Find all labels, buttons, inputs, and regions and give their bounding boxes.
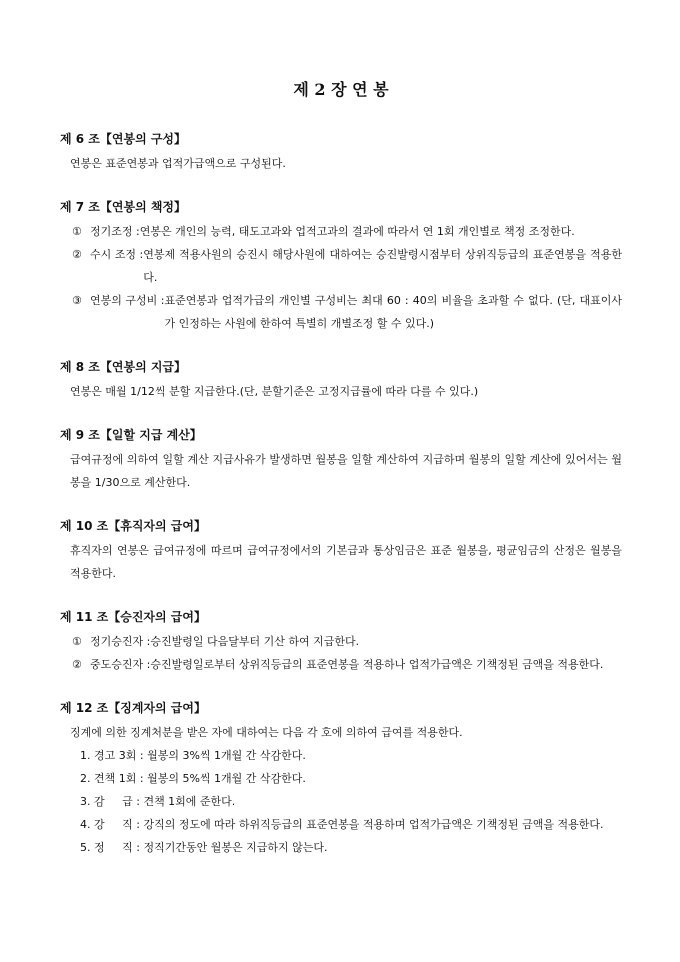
clause-number: ① (72, 635, 82, 648)
article-text: 급여규정에 의하여 일할 계산 지급사유가 발생하면 월봉을 일할 계산하여 지급하며 월봉의 일할 계산에 있어서는 월봉을 1/30으로 계산한다. (70, 453, 622, 489)
clause-text: 승진발령일로부터 상위직등급의 표준연봉을 적용하나 업적가급액은 기책정된 금액을 적용한다. (150, 658, 604, 671)
clause-item (60, 630, 622, 653)
clause-number: ① (72, 225, 82, 238)
clause-number: ③ (72, 294, 82, 307)
list-number: 4. (80, 818, 94, 831)
list-number: 1. (80, 749, 94, 762)
clause-text: 연봉은 개인의 능력, 태도고과와 업적고과의 결과에 따라서 연 1회 개인별로 책정 조정한다. (139, 225, 575, 238)
article-heading: 제 6 조【연봉의 구성】 (60, 132, 187, 146)
article-text: 휴직자의 연봉은 급여규정에 따르며 급여규정에서의 기본급과 통상임금은 표준 월봉을, 평균임금의 산정은 월봉을 적용한다. (70, 544, 622, 580)
clause-item (60, 653, 622, 676)
article-heading: 제 11 조【승진자의 급여】 (60, 610, 206, 624)
article-heading: 제 9 조【일할 지급 계산】 (60, 428, 202, 442)
article-text: 징계에 의한 징계처분을 받은 자에 대하여는 다음 각 호에 의하여 급여를 적용한다. (70, 726, 463, 739)
list-item (60, 790, 622, 813)
article-heading: 제 7 조【연봉의 책정】 (60, 200, 187, 214)
list-number: 2. (80, 772, 94, 785)
list-label: 견책 1회 : (94, 772, 148, 785)
clause-label: 정기승진자 : (90, 635, 151, 648)
article-text: 연봉은 매월 1/12씩 분할 지급한다.(단, 분할기준은 고정지급률에 따라 다를 수 있다.) (70, 385, 479, 398)
clause-text: 표준연봉과 업적가급의 개인별 구성비는 최대 60 : 40의 비율을 초과할 수 없다. (단, 대표이사가 인정하는 사원에 한하여 특별히 개별조정 할 수 있다.) (164, 294, 622, 330)
article-heading: 제 8 조【연봉의 지급】 (60, 360, 187, 374)
list-item (60, 767, 622, 790)
list-number: 5. (80, 841, 94, 854)
list-text: 월봉의 5%씩 1개월 간 삭감한다. (147, 772, 306, 785)
list-text: 강직의 정도에 따라 하위직등급의 표준연봉을 적용하며 업적가급액은 기책정된 금액을 적용한다. (143, 818, 604, 831)
list-text: 정직기간동안 월봉은 지급하지 않는다. (143, 841, 328, 854)
article-6 (60, 130, 622, 175)
list-number: 3. (80, 795, 94, 808)
clause-text: 연봉제 적용사원의 승진시 해당사원에 대하여는 승진발령시점부터 상위직등급의 표준연봉을 적용한다. (143, 248, 622, 284)
list-label: 경고 3회 : (94, 749, 148, 762)
article-9 (60, 426, 622, 494)
clause-number: ② (72, 248, 82, 261)
clause-number: ② (72, 658, 82, 671)
chapter-title: 제 2 장 연 봉 (293, 80, 389, 99)
list-label: 감 급 : (94, 795, 144, 808)
list-label: 강 직 : (94, 818, 144, 831)
list-item (60, 744, 622, 767)
clause-label: 연봉의 구성비 : (90, 294, 165, 307)
article-7 (60, 198, 622, 335)
clause-item (60, 289, 622, 335)
article-8 (60, 358, 622, 403)
list-text: 견책 1회에 준한다. (143, 795, 236, 808)
article-heading: 제 10 조【휴직자의 급여】 (60, 519, 206, 533)
list-label: 정 직 : (94, 841, 144, 854)
clause-item (60, 243, 622, 289)
article-text: 연봉은 표준연봉과 업적가급액으로 구성된다. (70, 157, 286, 170)
article-12 (60, 699, 622, 859)
clause-label: 중도승진자 : (90, 658, 151, 671)
list-item (60, 813, 622, 836)
clause-label: 수시 조정 : (90, 248, 144, 261)
clause-item (60, 220, 622, 243)
article-11 (60, 608, 622, 676)
article-10 (60, 517, 622, 585)
article-heading: 제 12 조【징계자의 급여】 (60, 701, 206, 715)
list-item (60, 836, 622, 859)
clause-label: 정기조정 : (90, 225, 140, 238)
clause-text: 승진발령일 다음달부터 기산 하여 지급한다. (150, 635, 360, 648)
list-text: 월봉의 3%씩 1개월 간 삭감한다. (147, 749, 306, 762)
